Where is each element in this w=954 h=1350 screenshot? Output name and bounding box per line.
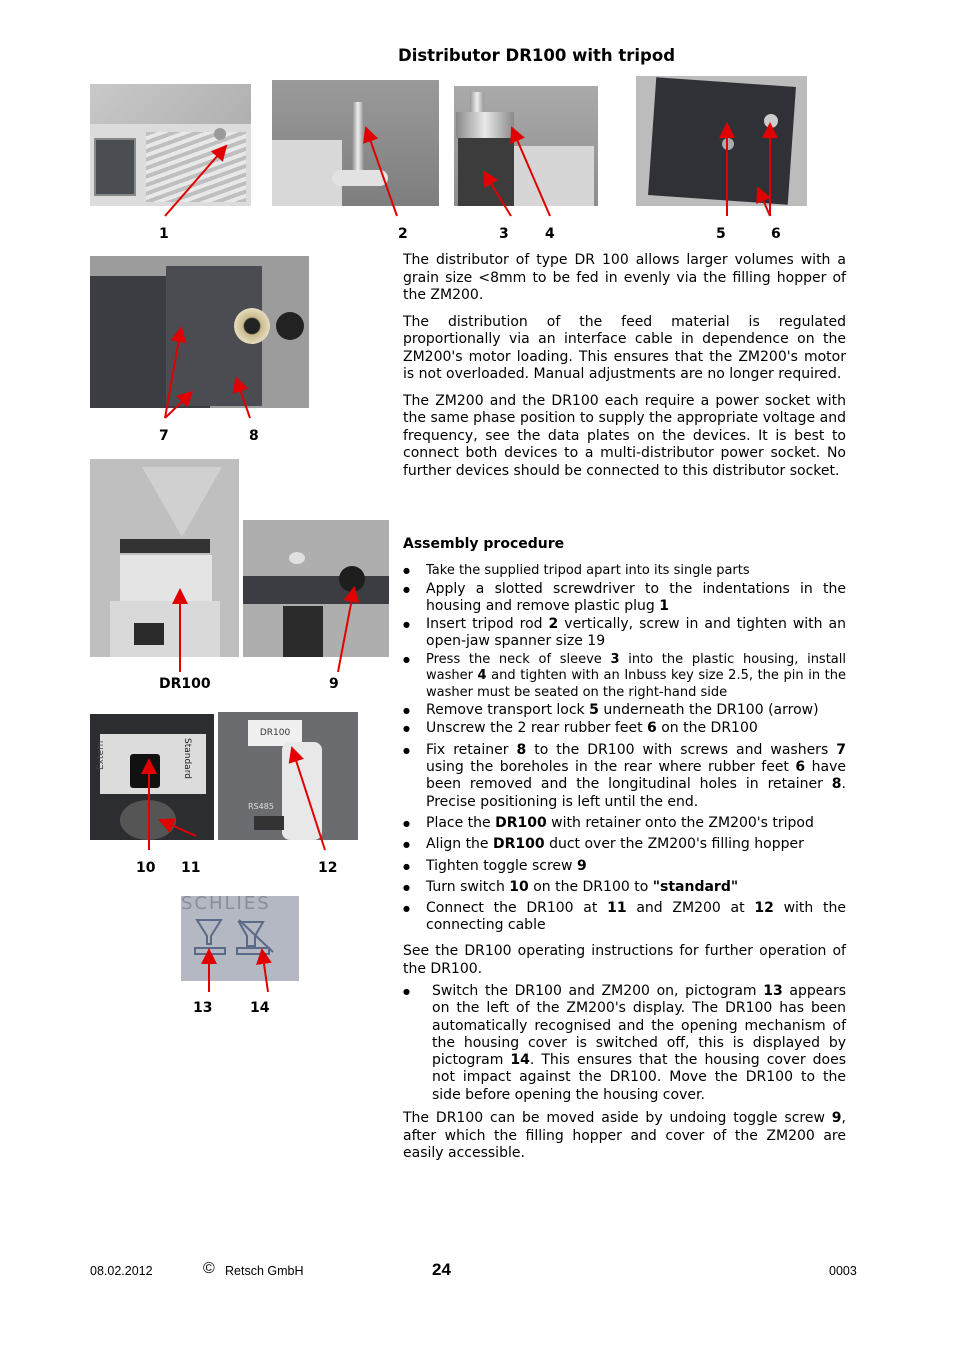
label-14: 14	[250, 1000, 270, 1016]
list-item: ● Unscrew the 2 rear rubber feet 6 on the DR100	[403, 720, 846, 737]
switch-label-standard: Standard	[182, 738, 192, 779]
list-item: ● Tighten toggle screw 9	[403, 858, 846, 875]
footer-code: 0003	[829, 1264, 857, 1278]
photo-connector	[218, 712, 358, 840]
footer-company: Retsch GmbH	[225, 1264, 304, 1278]
footer-date: 08.02.2012	[90, 1264, 153, 1278]
list-item: ● Take the supplied tripod apart into its single parts	[403, 563, 846, 580]
intro-paragraph: The distribution of the feed material is regulated proportionally via an interface cable in dependence on the ZM200's motor loading. This ensures that the ZM200's motor is not overloaded. Manual adjustments are no longer required.	[403, 313, 846, 382]
intro-paragraph: The ZM200 and the DR100 each require a power socket with the same phase position to supply the appropriate voltage and frequency, see the data plates on the devices. It is best to connect both devices to a multi-distributor power socket. No further devices should be connected to this distributor socket.	[403, 392, 846, 479]
closing-paragraph: The DR100 can be moved aside by undoing toggle screw 9, after which the filling hopper and cover of the ZM200 are easily accessible.	[403, 1110, 846, 1161]
photo-sleeve-washer	[454, 86, 598, 206]
switch-label-extern: Extern	[96, 740, 106, 770]
label-8: 8	[249, 428, 259, 444]
label-6: 6	[771, 226, 781, 242]
photo-housing-plug	[90, 84, 251, 206]
label-7: 7	[159, 428, 169, 444]
page-number: 24	[432, 1260, 451, 1279]
label-3: 3	[499, 226, 509, 242]
list-item: ● Align the DR100 duct over the ZM200's filling hopper	[403, 836, 846, 853]
list-item: ● Connect the DR100 at 11 and ZM200 at 12 with the connecting cable	[403, 900, 846, 935]
copyright-symbol: ©	[203, 1260, 215, 1277]
label-9: 9	[329, 676, 339, 692]
connector-label-rs485: RS485	[248, 802, 274, 811]
list-item: ● Remove transport lock 5 underneath the DR100 (arrow)	[403, 702, 846, 719]
list-item: ● Insert tripod rod 2 vertically, screw in and tighten with an open-jaw spanner size 19	[403, 616, 846, 651]
assembly-heading: Assembly procedure	[403, 536, 565, 552]
label-5: 5	[716, 226, 726, 242]
photo-pictograms: SCHLIES	[181, 896, 299, 981]
label-13: 13	[193, 1000, 213, 1016]
photo-underside	[636, 76, 807, 206]
label-dr100: DR100	[159, 676, 211, 692]
see-note: See the DR100 operating instructions for further operation of the DR100.	[403, 943, 846, 977]
label-12: 12	[318, 860, 338, 876]
list-item: ● Place the DR100 with retainer onto the ZM200's tripod	[403, 815, 846, 832]
photo-tripod-rod	[272, 80, 439, 206]
list-item: ● Turn switch 10 on the DR100 to "standard"	[403, 879, 846, 896]
photo-toggle-screw	[243, 520, 389, 657]
photo-retainer	[90, 256, 309, 408]
pictogram-icons	[181, 896, 299, 981]
list-item: ● Fix retainer 8 to the DR100 with screws and washers 7 using the boreholes in the rear where rubber feet 6 have been removed and the longitudinal holes in retainer 8. Precise positioning is left until the end.	[403, 742, 846, 811]
intro-paragraph: The distributor of type DR 100 allows larger volumes with a grain size <8mm to be fed in evenly via the filling hopper of the ZM200.	[403, 252, 846, 303]
label-10: 10	[136, 860, 156, 876]
label-1: 1	[159, 226, 169, 242]
list-item: ● Press the neck of sleeve 3 into the plastic housing, install washer 4 and tighten with an Inbuss key size 2.5, the pin in the washer must be seated on the right-hand side	[403, 652, 846, 702]
photo-dr100	[90, 459, 239, 657]
assembly-steps	[403, 563, 846, 936]
page-title: Distributor DR100 with tripod	[398, 46, 676, 65]
label-11: 11	[181, 860, 201, 876]
intro-text	[403, 252, 846, 480]
photo-switch	[90, 714, 214, 840]
list-item: ● Apply a slotted screwdriver to the indentations in the housing and remove plastic plug 1	[403, 581, 846, 616]
label-2: 2	[398, 226, 408, 242]
connector-label-dr100: DR100	[248, 720, 302, 746]
switch-on-step	[403, 983, 846, 1105]
label-4: 4	[545, 226, 555, 242]
list-item: ● Switch the DR100 and ZM200 on, pictogram 13 appears on the left of the ZM200's display. The DR100 has been automatically recognised and the opening mechanism of the housing cover is switched off, this is displayed by pictogram 14. This ensures that the housing cover does not impact against the DR100. Move the DR100 to the side before opening the housing cover.	[403, 983, 846, 1104]
